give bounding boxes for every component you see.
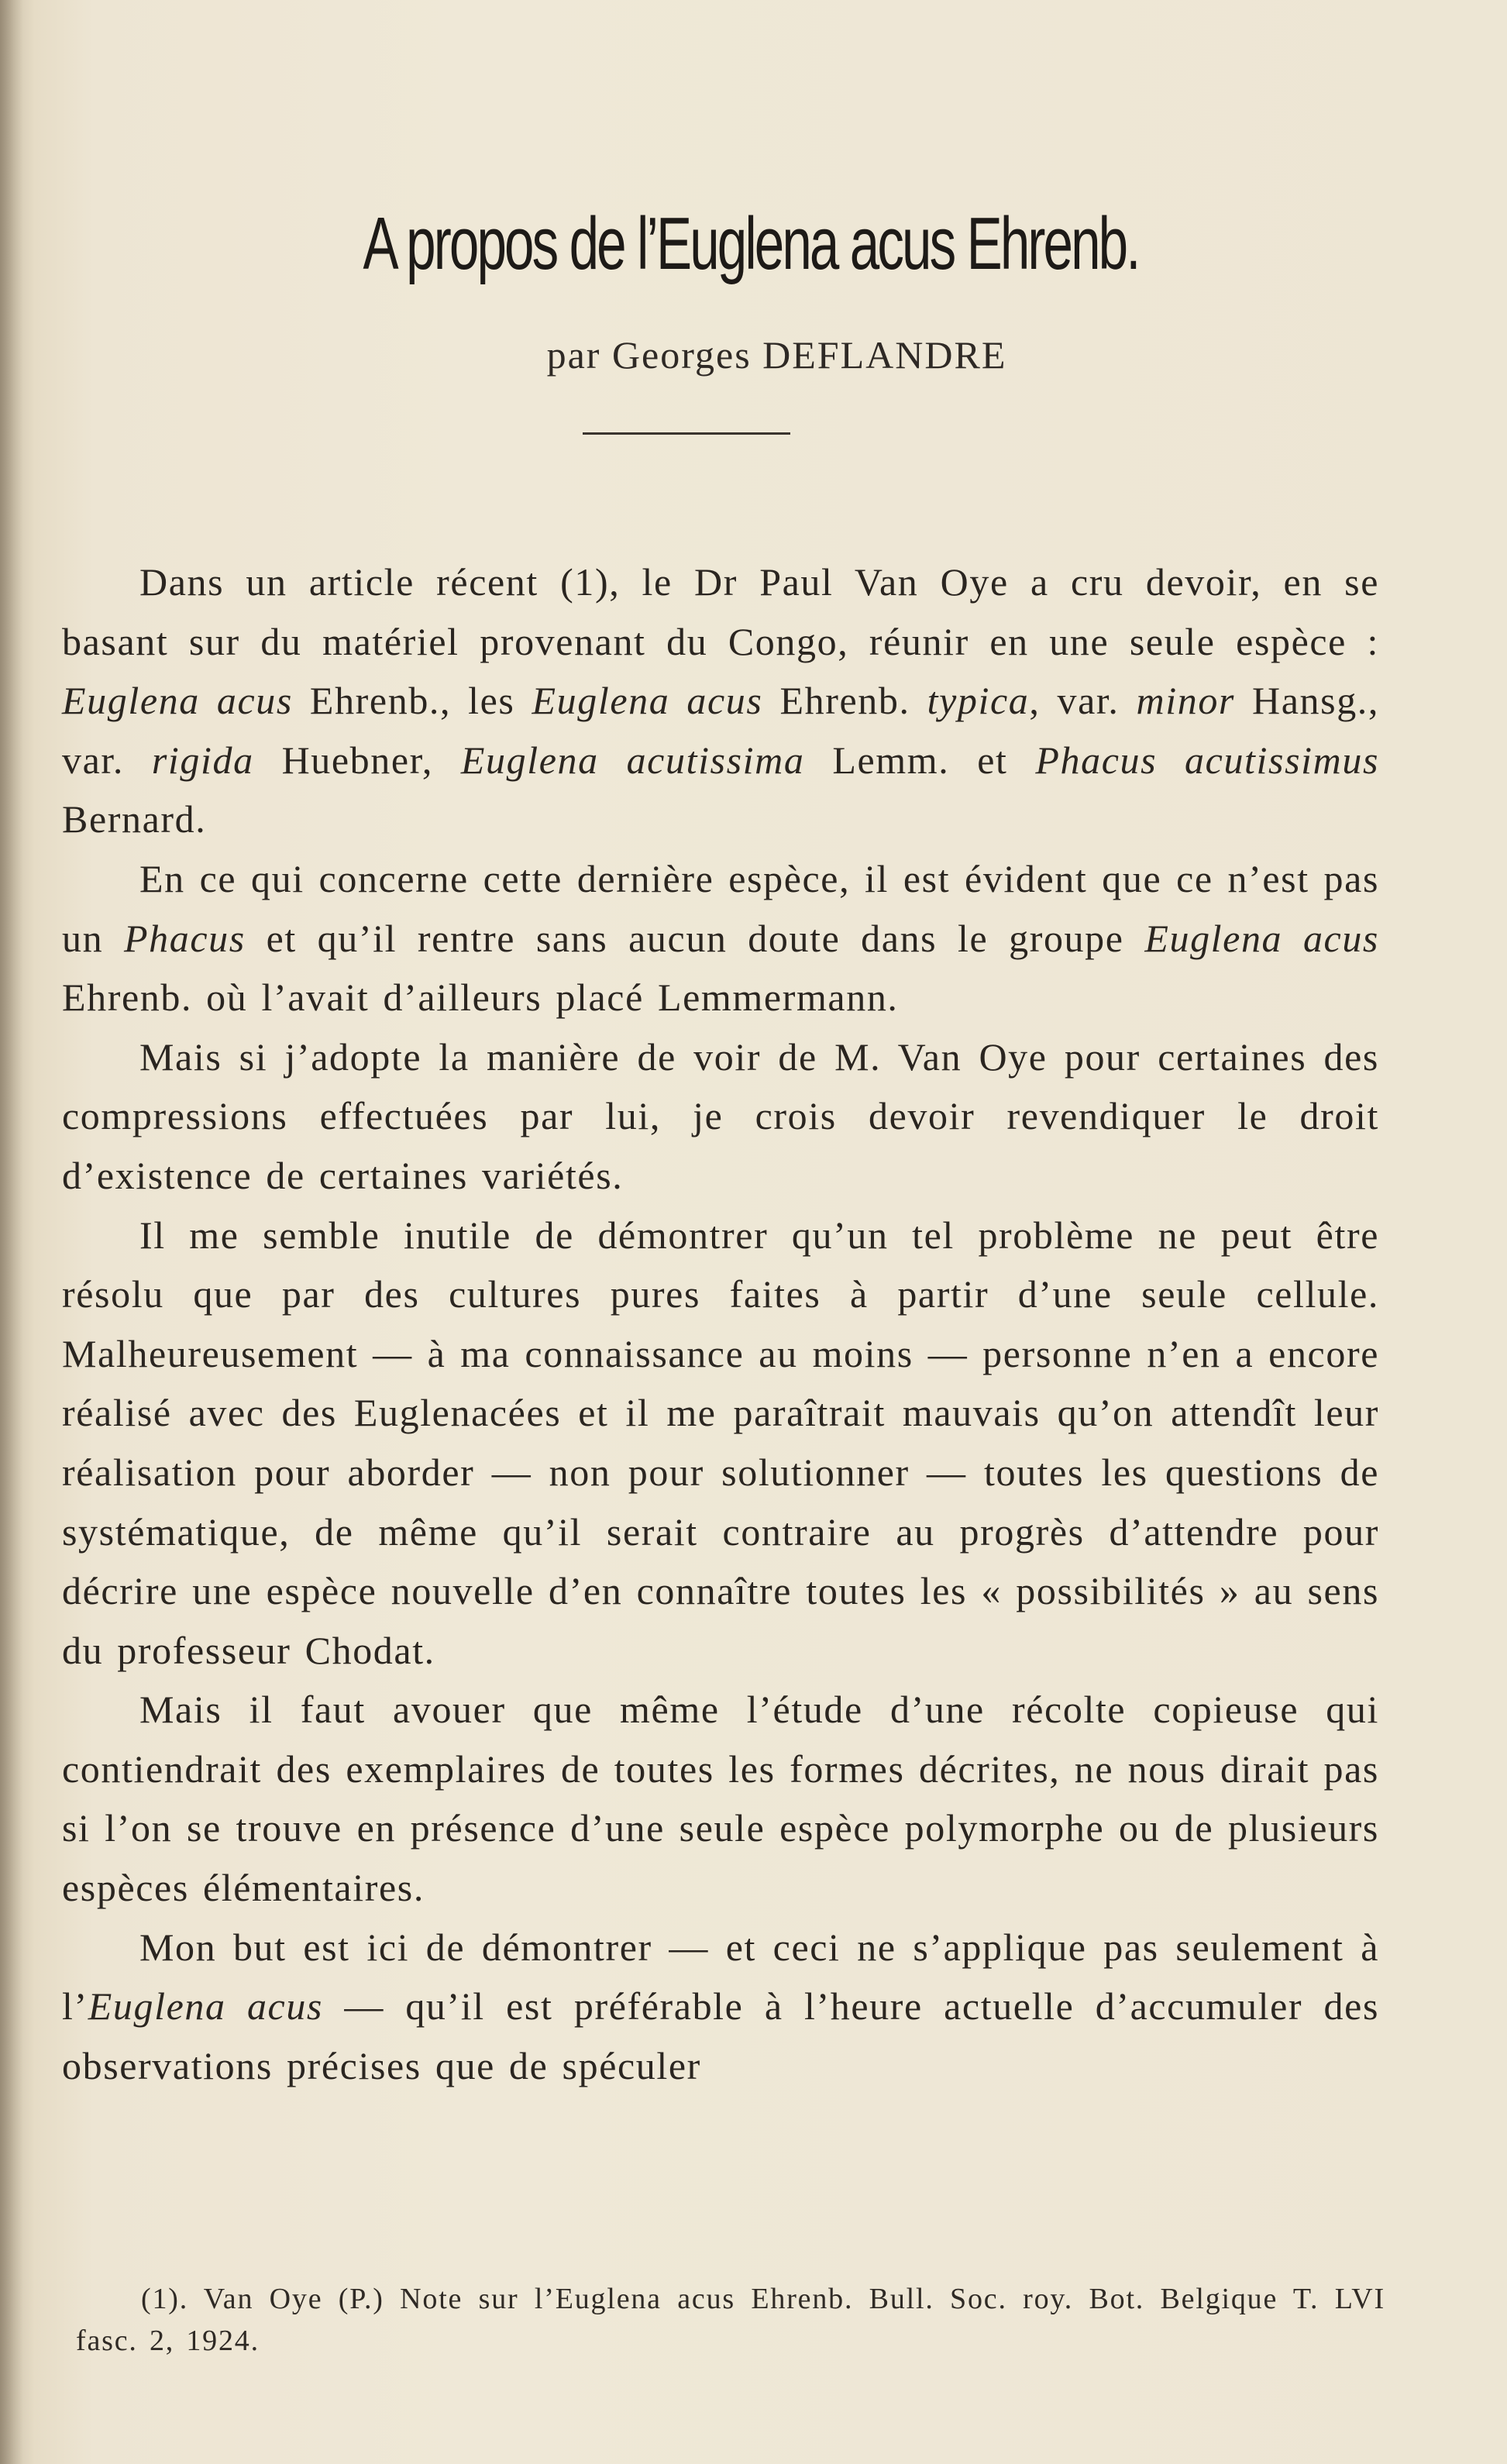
article-body <box>62 552 1379 2095</box>
italic-taxon-name: Euglena acus <box>1144 916 1379 960</box>
body-paragraph <box>62 1206 1379 1681</box>
text-run: — qu’il est préférable à l’heure actuelle d’accumuler des observations précises que de spéculer <box>62 1984 1379 2087</box>
text-run: Lemm. et <box>804 738 1036 782</box>
italic-taxon-name: minor <box>1136 679 1235 723</box>
italic-taxon-name: Euglena acus <box>62 679 293 723</box>
text-run: Hansg., var. <box>62 679 1379 782</box>
text-run: En ce qui concerne cette dernière espèce, il est évident que ce n’est pas un <box>62 856 1379 960</box>
text-run: Mon but est ici de démontrer — et ceci ne s’applique pas seulement à l’ <box>62 1925 1379 2029</box>
text-run: , var. <box>1029 679 1137 723</box>
title-separator-rule <box>583 432 790 435</box>
italic-taxon-name: Phacus acutissimus <box>1035 738 1379 782</box>
text-run: Ehrenb. où l’avait d’ailleurs placé Lemmermann. <box>62 976 899 1020</box>
footnote <box>76 2278 1385 2362</box>
italic-taxon-name: Euglena acutissima <box>460 738 805 782</box>
text-run: Huebner, <box>253 738 461 782</box>
body-paragraph <box>62 1918 1379 2096</box>
italic-taxon-name: Euglena acus <box>532 679 763 723</box>
text-run: Ehrenb., les <box>292 679 532 723</box>
italic-taxon-name: rigida <box>151 738 254 782</box>
text-run: Dans un article récent (1), le Dr Paul Van Oye a cru devoir, en se basant sur du matériel provenant du Congo, réunir en une seule espèce : <box>62 560 1379 663</box>
italic-taxon-name: typica <box>927 679 1030 723</box>
text-run: Bernard. <box>62 797 207 841</box>
body-paragraph <box>62 552 1379 849</box>
italic-taxon-name: Euglena acus <box>88 1984 323 2029</box>
text-run: Mais il faut avouer que même l’étude d’une récolte copieuse qui contiendrait des exemplaires de toutes les formes décrites, ne nous dirait pas si l’on se trouve en présence d’une seule espèce polymorphe ou de plusieurs espèces élémentaires. <box>62 1688 1379 1910</box>
article-title: A propos de l’Euglena acus Ehrenb. <box>363 202 1139 285</box>
body-paragraph <box>62 1680 1379 1917</box>
italic-taxon-name: Phacus <box>124 916 246 960</box>
body-paragraph <box>62 1027 1379 1206</box>
footnote-text: (1). Van Oye (P.) Note sur l’Euglena acus Ehrenb. Bull. Soc. roy. Bot. Belgique T. LVI fasc. 2, 1924. <box>76 2283 1385 2357</box>
text-run: et qu’il rentre sans aucun doute dans le groupe <box>245 916 1145 960</box>
text-run: Mais si j’adopte la manière de voir de M. Van Oye pour certaines des compressions effectuées par lui, je crois devoir revendiquer le droit d’existence de certaines variétés. <box>62 1034 1379 1197</box>
text-run: Ehrenb. <box>762 679 927 723</box>
author-line: par Georges DEFLANDRE <box>546 333 1007 377</box>
body-paragraph <box>62 849 1379 1027</box>
text-run: Il me semble inutile de démontrer qu’un tel problème ne peut être résolu que par des cultures pures faites à partir d’une seule cellule. Malheureusement — à ma connaissance au moins — personne n’en a encore réalisé avec des Euglenacées et il me paraîtrait mauvais qu’on attendît leur réalisation pour aborder — non pour solutionner — toutes les questions de systématique, de même qu’il serait contraire au progrès d’attendre pour décrire une espèce nouvelle d’en connaître toutes les « possibilités » au sens du professeur Chodat. <box>62 1213 1379 1672</box>
